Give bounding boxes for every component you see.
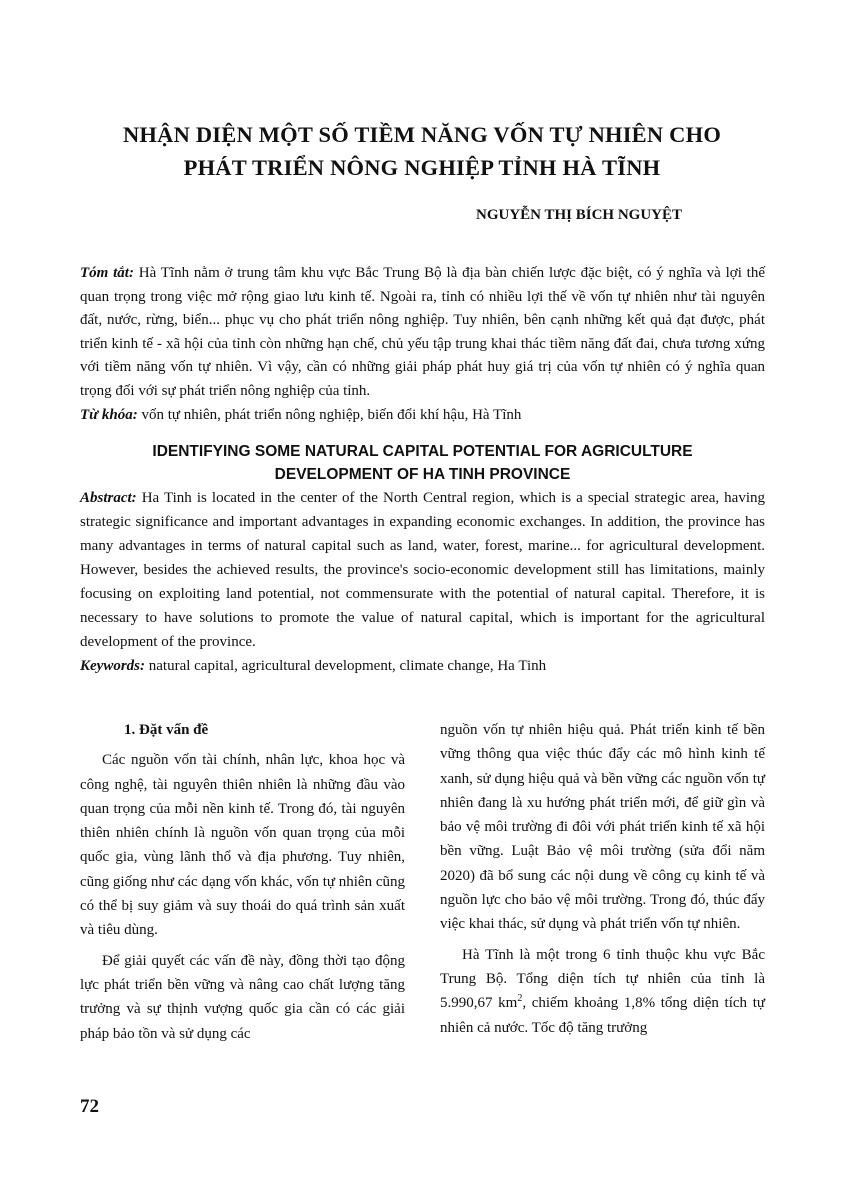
body-column-left [80, 718, 405, 1046]
keywords-en-text: natural capital, agricultural development, climate change, Ha Tinh [145, 658, 547, 674]
body-column-right [440, 718, 765, 1040]
body-paragraph: Các nguồn vốn tài chính, nhân lực, khoa học và công nghệ, tài nguyên thiên nhiên là những đầu vào quan trọng của mỗi nền kinh tế. Trong đó, tài nguyên thiên nhiên chính là nguồn vốn quan trọng của mỗi quốc gia, vùng lãnh thổ và địa phương. Tuy nhiên, cũng giống như các dạng vốn khác, vốn tự nhiên cũng có thể bị suy giảm và suy thoái do quá trình sản xuất và tiêu dùng. [80, 752, 405, 939]
abstract-en-label: Abstract: [80, 490, 137, 506]
english-title-line-1: IDENTIFYING SOME NATURAL CAPITAL POTENTIAL FOR AGRICULTURE [152, 443, 693, 460]
abstract-vietnamese [80, 262, 765, 427]
abstract-vi-label: Tóm tắt: [80, 265, 134, 281]
keywords-vi-label: Từ khóa: [80, 406, 138, 423]
body-paragraph [440, 943, 765, 1040]
english-title-line-2: DEVELOPMENT OF HA TINH PROVINCE [274, 466, 571, 483]
abstract-english [80, 486, 765, 678]
abstract-vi-text: Hà Tĩnh nằm ở trung tâm khu vực Bắc Trung Bộ là địa bàn chiến lược đặc biệt, có ý nghĩa và lợi thế quan trọng trong việc mở rộng giao lưu kinh tế. Ngoài ra, tỉnh có nhiều lợi thế về vốn tự nhiên như tài nguyên đất, nước, rừng, biển... phục vụ cho phát triển nông nghiệp. Tuy nhiên, bên cạnh những kết quả đạt được, phát triển kinh tế - xã hội của tỉnh còn những hạn chế, chủ yếu tập trung khai thác tiềm năng đất đai, chưa tương xứng với tiềm năng vốn tự nhiên. Vì vậy, cần có những giải pháp phát huy giá trị của vốn tự nhiên có ý nghĩa quan trọng đối với sự phát triển nông nghiệp của tỉnh. [80, 265, 765, 399]
body-text: Hà Tĩnh là một trong 6 tỉnh thuộc khu vực Bắc Trung Bộ. Tổng diện tích tự nhiên của tỉnh là 5.990,67 km [440, 946, 765, 1012]
superscript: 2 [517, 993, 523, 1005]
body-paragraph: nguồn vốn tự nhiên hiệu quả. Phát triển kinh tế bền vững thông qua việc thúc đẩy các mô hình kinh tế xanh, sử dụng hiệu quả và bền vững các nguồn vốn tự nhiên đang là xu hướng phát triển mới, để giữ gìn và bảo vệ môi trường đi đôi với phát triển kinh tế xã hội bền vững. Luật Bảo vệ môi trường (sửa đổi năm 2020) đã bổ sung các nội dung về công cụ kinh tế và nguồn lực cho bảo vệ môi trường. Trong đó, thúc đẩy việc khai thác, sử dụng và phát triển vốn tự nhiên. [440, 722, 765, 933]
keywords-vi-text: vốn tự nhiên, phát triển nông nghiệp, biến đổi khí hậu, Hà Tĩnh [137, 406, 522, 423]
article-title [60, 118, 784, 184]
abstract-en-text: Ha Tinh is located in the center of the North Central region, which is a special strategic area, having strategic significance and important advantages in expanding economic exchanges. In addition, the province has many advantages in terms of natural capital such as land, water, forest, marine... for agricultural development. However, besides the achieved results, the province's socio-economic development still has limitations, mainly focusing on exploiting land potential, not commensurate with the potential of natural capital. Therefore, it is necessary to have solutions to promote the value of natural capital, which is important for the agricultural development of the province. [80, 490, 765, 650]
section-heading: 1. Đặt vấn đề [124, 722, 209, 738]
english-title [80, 440, 765, 486]
title-line-2: PHÁT TRIỂN NÔNG NGHIỆP TỈNH HÀ TĨNH [183, 155, 661, 180]
keywords-en-label: Keywords: [80, 658, 145, 674]
body-text: , chiếm khoảng 1,8% tổng diện tích tự nhiên cả nước. Tốc độ tăng trưởng [440, 995, 765, 1036]
body-paragraph: Để giải quyết các vấn đề này, đồng thời tạo động lực phát triển bền vững và nâng cao chất lượng tăng trưởng và sự thịnh vượng quốc gia cần có các giải pháp bảo tồn và sử dụng các [80, 952, 405, 1042]
author-name: NGUYỄN THỊ BÍCH NGUYỆT [475, 207, 682, 223]
title-line-1: NHẬN DIỆN MỘT SỐ TIỀM NĂNG VỐN TỰ NHIÊN CHO [122, 122, 722, 147]
page-number: 72 [80, 1096, 99, 1117]
